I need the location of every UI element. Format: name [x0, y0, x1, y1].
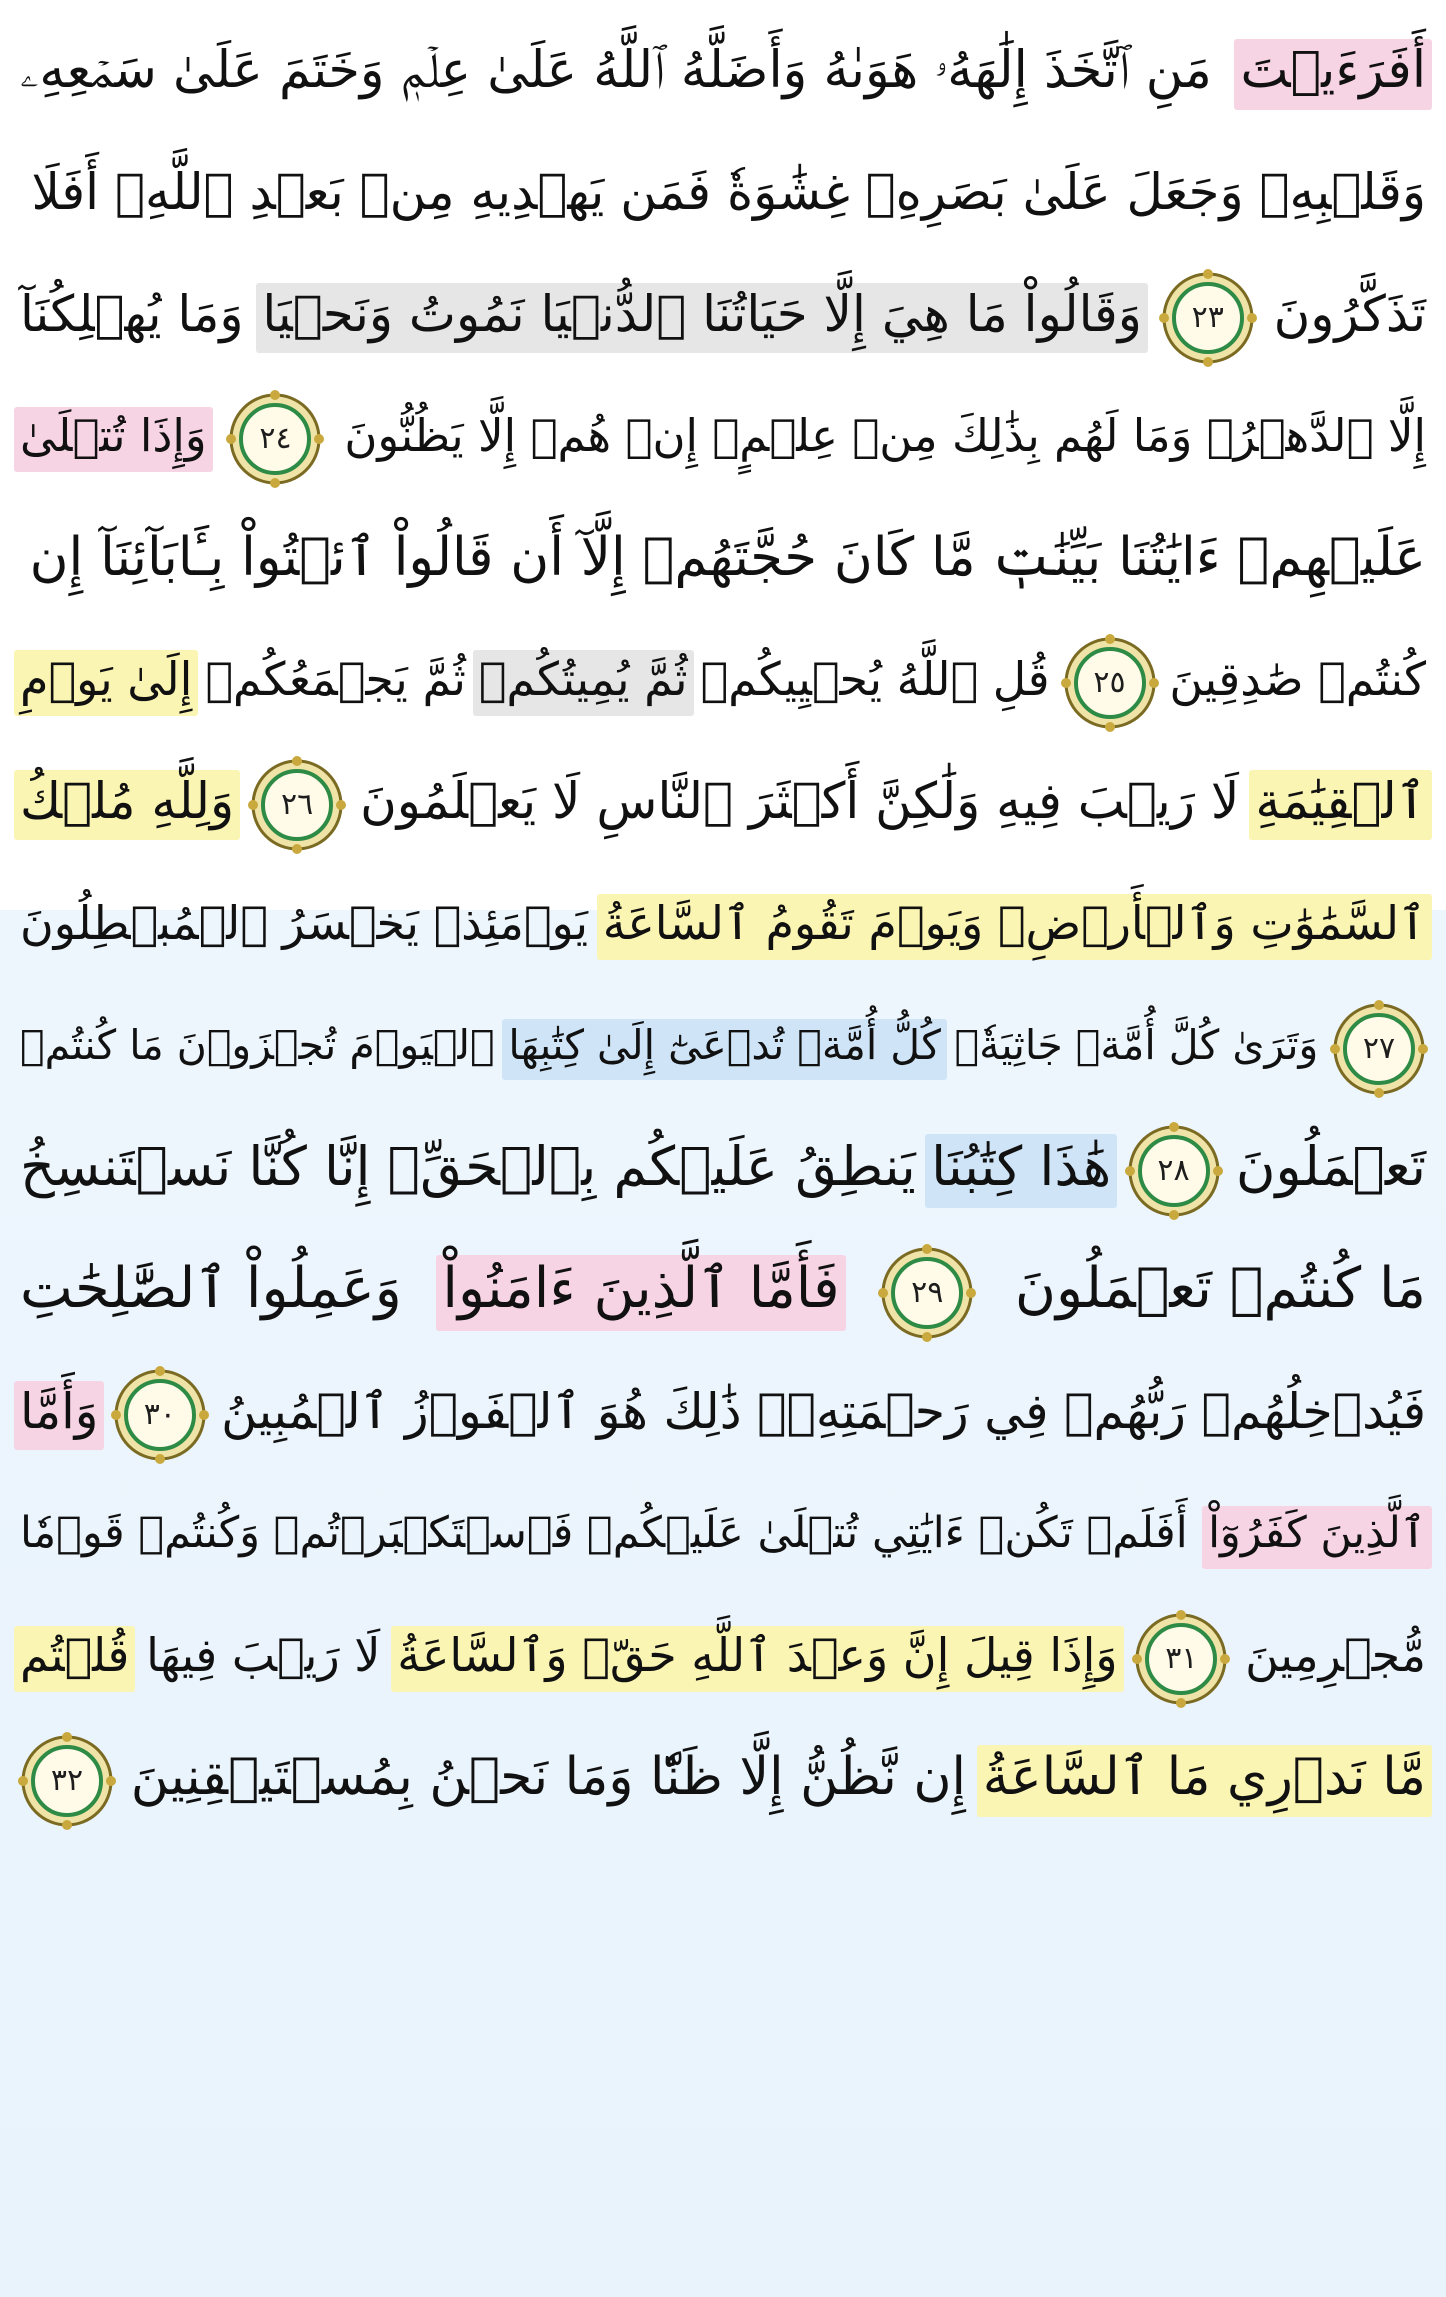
verse-text: وَعَمِلُواْ ٱلصَّٰلِحَٰتِ: [20, 1256, 402, 1321]
ayah-marker: [226, 390, 324, 488]
text-line-6: [14, 617, 1432, 749]
text-line-5: [14, 495, 1432, 627]
ayah-marker: [878, 1244, 976, 1342]
verse-text: فَيُدۡخِلُهُمۡ رَبُّهُمۡ فِي رَحۡمَتِهِۦۚ ذَٰلِكَ هُوَ ٱلۡفَوۡزُ ٱلۡمُبِينُ: [221, 1382, 1426, 1440]
text-line-11: [14, 1227, 1432, 1359]
ayah-marker: [248, 756, 346, 854]
highlighted-phrase: إِلَىٰ يَوۡمِ: [14, 650, 198, 716]
highlighted-phrase: وَإِذَا قِيلَ إِنَّ وَعۡدَ ٱللَّهِ حَقّٞ وَٱلسَّاعَةُ: [391, 1626, 1123, 1692]
verse-text: لَا رَيۡبَ فِيهِ وَلَٰكِنَّ أَكۡثَرَ ٱلنَّاسِ لَا يَعۡلَمُونَ: [360, 772, 1240, 830]
text-line-3: [14, 252, 1432, 384]
verse-text: قُلِ ٱللَّهُ يُحۡيِيكُمۡ: [700, 652, 1050, 706]
ayah-number: ٢٦: [280, 787, 314, 822]
highlighted-phrase: مَّا نَدۡرِي مَا ٱلسَّاعَةُ: [977, 1745, 1432, 1817]
ayah-number: ٢٤: [259, 421, 292, 456]
verse-text: تَذَكَّرُونَ: [1273, 285, 1426, 343]
verse-text: أَفَلَمۡ تَكُنۡ ءَايَٰتِي تُتۡلَىٰ عَلَيۡكُمۡ فَٱسۡتَكۡبَرۡتُمۡ وَكُنتُمۡ قَوۡمٗا: [20, 1507, 1188, 1558]
text-line-12: [14, 1349, 1432, 1481]
text-line-10: [14, 1105, 1432, 1237]
text-line-14: [14, 1593, 1432, 1725]
text-line-4: [14, 373, 1432, 505]
verse-text: مَا كُنتُمۡ تَعۡمَلُونَ: [1014, 1256, 1426, 1321]
verse-text: ثُمَّ يَجۡمَعُكُمۡ: [205, 652, 466, 706]
verse-text: وَقَلۡبِهِۦ وَجَعَلَ عَلَىٰ بَصَرِهِۦ غِشَٰوَةٗ فَمَن يَهۡدِيهِ مِنۢ بَعۡدِ ٱللَّهِۚ أَفَلَا: [31, 163, 1426, 221]
highlighted-phrase: وَقَالُواْ مَا هِيَ إِلَّا حَيَاتُنَا ٱلدُّنۡيَا نَمُوتُ وَنَحۡيَا: [256, 283, 1148, 353]
text-line-7: [14, 739, 1432, 871]
ayah-marker: [1330, 1000, 1428, 1098]
ayah-number: ٣١: [1165, 1641, 1198, 1676]
highlighted-phrase: قُلۡتُم: [14, 1626, 135, 1692]
ayah-number: ٢٨: [1157, 1153, 1190, 1188]
ayah-number: ٢٥: [1093, 665, 1126, 700]
ayah-number: ٣٢: [50, 1763, 84, 1798]
verse-text: يَنطِقُ عَلَيۡكُم بِٱلۡحَقِّۚ إِنَّا كُنَّا نَسۡتَنسِخُ: [20, 1135, 916, 1198]
ayah-marker: [111, 1366, 209, 1464]
verse-text: مُّجۡرِمِينَ: [1245, 1628, 1426, 1682]
highlighted-phrase: هَٰذَا كِتَٰبُنَا: [925, 1134, 1117, 1208]
highlighted-phrase: وَأَمَّا: [14, 1381, 104, 1450]
verse-text: كُنتُمۡ صَٰدِقِينَ: [1169, 652, 1426, 706]
highlighted-phrase: ٱلۡقِيَٰمَةِ: [1249, 770, 1432, 840]
verse-text: مَنِ ٱتَّخَذَ إِلَٰهَهُۥ هَوَىٰهُ وَأَضَلَّهُ ٱللَّهُ عَلَىٰ عِلۡمٖ وَخَتَمَ عَلَىٰ سَمۡعِهِۦ: [20, 40, 1212, 100]
ayah-marker: [1159, 269, 1257, 367]
ayah-number: ٢٩: [911, 1275, 944, 1310]
highlighted-phrase: وَإِذَا تُتۡلَىٰ: [14, 407, 213, 472]
text-line-2: [14, 130, 1432, 262]
highlighted-phrase: ثُمَّ يُمِيتُكُمۡ: [473, 650, 694, 716]
verse-text: لَا رَيۡبَ فِيهَا: [146, 1628, 381, 1682]
verse-text: يَوۡمَئِذٖ يَخۡسَرُ ٱلۡمُبۡطِلُونَ: [20, 896, 589, 950]
highlighted-phrase: كُلُّ أُمَّةٖ تُدۡعَىٰٓ إِلَىٰ كِتَٰبِهَا: [502, 1019, 947, 1080]
highlighted-phrase: ٱلَّذِينَ كَفَرُوٓاْ: [1202, 1506, 1432, 1569]
verse-text: تَعۡمَلُونَ: [1235, 1135, 1426, 1198]
verse-text: إِلَّا ٱلدَّهۡرُۚ وَمَا لَهُم بِذَٰلِكَ مِنۡ عِلۡمٍۖ إِنۡ هُمۡ إِلَّا يَظُنُّونَ: [344, 408, 1426, 462]
ayah-marker: [1125, 1122, 1223, 1220]
highlighted-phrase: وَلِلَّهِ مُلۡكُ: [14, 770, 240, 840]
text-line-8: [14, 861, 1432, 993]
text-line-9: [14, 983, 1432, 1115]
highlighted-phrase: ٱلسَّمَٰوَٰتِ وَٱلۡأَرۡضِۚ وَيَوۡمَ تَقُومُ ٱلسَّاعَةُ: [597, 894, 1432, 960]
highlighted-phrase: فَأَمَّا ٱلَّذِينَ ءَامَنُواْ: [436, 1255, 845, 1331]
ayah-number: ٢٣: [1191, 300, 1224, 335]
ayah-marker: [18, 1732, 116, 1830]
text-line-13: [14, 1471, 1432, 1603]
verse-text: وَمَا يُهۡلِكُنَآ: [20, 285, 244, 343]
ayah-marker: [1132, 1610, 1230, 1708]
highlighted-phrase: أَفَرَءَيۡتَ: [1234, 39, 1432, 110]
verse-text: وَتَرَىٰ كُلَّ أُمَّةٖ جَاثِيَةٗۚ: [954, 1020, 1319, 1069]
ayah-number: ٢٧: [1362, 1031, 1396, 1066]
verse-text: ٱلۡيَوۡمَ تُجۡزَوۡنَ مَا كُنتُمۡ: [20, 1020, 495, 1069]
text-line-15: [14, 1715, 1432, 1847]
text-line-1: [14, 8, 1432, 140]
verse-text: إِن نَّظُنُّ إِلَّا ظَنّٗا وَمَا نَحۡنُ بِمُسۡتَيۡقِنِينَ: [130, 1747, 966, 1807]
ayah-marker: [1061, 634, 1159, 732]
ayah-number: ٣٠: [143, 1397, 176, 1432]
verse-text: عَلَيۡهِمۡ ءَايَٰتُنَا بَيِّنَٰتٖ مَّا كَانَ حُجَّتَهُمۡ إِلَّآ أَن قَالُواْ ٱئۡتُواْ بِـَٔابَآئِنَآ إِن: [29, 526, 1426, 588]
